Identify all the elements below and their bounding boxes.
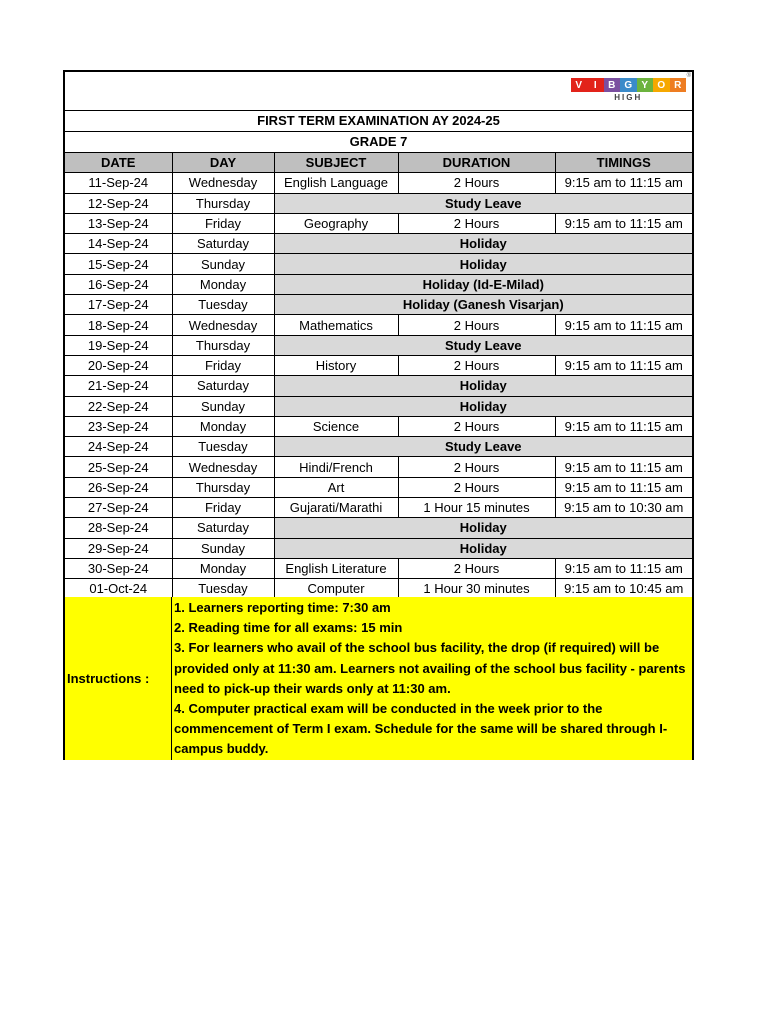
school-logo [571, 73, 691, 102]
header-day: DAY [172, 153, 274, 173]
cell-day: Friday [172, 498, 274, 518]
cell-date: 24-Sep-24 [65, 437, 172, 457]
cell-duration: 1 Hour 30 minutes [398, 579, 555, 599]
cell-date: 16-Sep-24 [65, 274, 172, 294]
cell-day: Sunday [172, 538, 274, 558]
table-row [65, 538, 692, 558]
cell-subject: Computer [274, 579, 398, 599]
table-row [65, 437, 692, 457]
instructions-label: Instructions : [65, 597, 172, 760]
cell-duration: 2 Hours [398, 315, 555, 335]
cell-timing: 9:15 am to 11:15 am [555, 315, 692, 335]
cell-day: Monday [172, 558, 274, 578]
table-row [65, 518, 692, 538]
cell-duration: 2 Hours [398, 558, 555, 578]
cell-subject: Art [274, 477, 398, 497]
cell-duration: 2 Hours [398, 355, 555, 375]
cell-note: Holiday [274, 376, 692, 396]
cell-note: Study Leave [274, 335, 692, 355]
cell-subject: Gujarati/Marathi [274, 498, 398, 518]
table-header-row [65, 153, 692, 173]
cell-timing: 9:15 am to 11:15 am [555, 416, 692, 436]
grade-title: GRADE 7 [65, 132, 692, 153]
instructions-block [63, 597, 694, 760]
cell-date: 17-Sep-24 [65, 295, 172, 315]
table-row [65, 335, 692, 355]
table-row [65, 193, 692, 213]
cell-date: 18-Sep-24 [65, 315, 172, 335]
cell-day: Tuesday [172, 437, 274, 457]
cell-subject: Mathematics [274, 315, 398, 335]
cell-subject: English Literature [274, 558, 398, 578]
cell-subject: History [274, 355, 398, 375]
logo-letter: V [571, 78, 588, 92]
cell-timing: 9:15 am to 10:45 am [555, 579, 692, 599]
header-date: DATE [65, 153, 172, 173]
schedule-body [65, 173, 692, 599]
cell-date: 21-Sep-24 [65, 376, 172, 396]
cell-subject: English Language [274, 173, 398, 193]
cell-date: 25-Sep-24 [65, 457, 172, 477]
exam-title: FIRST TERM EXAMINATION AY 2024-25 [65, 111, 692, 132]
table-row [65, 274, 692, 294]
cell-duration: 2 Hours [398, 457, 555, 477]
instruction-item: 2. Reading time for all exams: 15 min [174, 620, 403, 636]
cell-note: Holiday (Ganesh Visarjan) [274, 295, 692, 315]
cell-timing: 9:15 am to 11:15 am [555, 477, 692, 497]
cell-date: 27-Sep-24 [65, 498, 172, 518]
logo-letter: O [653, 78, 670, 92]
cell-subject: Hindi/French [274, 457, 398, 477]
instruction-item: 4. Computer practical exam will be conducted in the week prior to the commencement of Term I exam. Schedule for the same will be shared through I-campus buddy. [174, 701, 668, 757]
cell-subject: Science [274, 416, 398, 436]
cell-day: Thursday [172, 477, 274, 497]
logo-letters [571, 78, 687, 92]
cell-note: Study Leave [274, 193, 692, 213]
cell-date: 23-Sep-24 [65, 416, 172, 436]
logo-registered-mark: ® [686, 73, 691, 79]
cell-note: Holiday (Id-E-Milad) [274, 274, 692, 294]
cell-day: Monday [172, 274, 274, 294]
table-row [65, 376, 692, 396]
cell-day: Sunday [172, 254, 274, 274]
cell-duration: 1 Hour 15 minutes [398, 498, 555, 518]
cell-day: Wednesday [172, 315, 274, 335]
table-row [65, 416, 692, 436]
cell-day: Wednesday [172, 173, 274, 193]
instructions-body [172, 597, 692, 760]
cell-day: Sunday [172, 396, 274, 416]
header-subject: SUBJECT [274, 153, 398, 173]
logo-letter: R [670, 78, 687, 92]
cell-day: Friday [172, 213, 274, 233]
cell-date: 29-Sep-24 [65, 538, 172, 558]
cell-date: 15-Sep-24 [65, 254, 172, 274]
cell-date: 19-Sep-24 [65, 335, 172, 355]
cell-day: Monday [172, 416, 274, 436]
cell-day: Friday [172, 355, 274, 375]
cell-note: Study Leave [274, 437, 692, 457]
cell-date: 20-Sep-24 [65, 355, 172, 375]
cell-timing: 9:15 am to 10:30 am [555, 498, 692, 518]
exam-schedule-sheet [63, 70, 694, 600]
logo-letter: I [587, 78, 604, 92]
table-row [65, 254, 692, 274]
instruction-item: 3. For learners who avail of the school bus facility, the drop (if required) will be provided only at 11:30 am. Learners not availing of the school bus facility - parents need to pick-up their wards only at 11:30 am. [174, 640, 686, 696]
cell-day: Thursday [172, 335, 274, 355]
cell-day: Wednesday [172, 457, 274, 477]
cell-timing: 9:15 am to 11:15 am [555, 558, 692, 578]
cell-date: 14-Sep-24 [65, 234, 172, 254]
cell-day: Saturday [172, 234, 274, 254]
cell-note: Holiday [274, 518, 692, 538]
cell-date: 30-Sep-24 [65, 558, 172, 578]
table-row [65, 498, 692, 518]
logo-letter: B [604, 78, 621, 92]
instruction-item: 1. Learners reporting time: 7:30 am [174, 600, 391, 615]
table-row [65, 396, 692, 416]
logo-letter: G [620, 78, 637, 92]
cell-date: 13-Sep-24 [65, 213, 172, 233]
cell-day: Tuesday [172, 579, 274, 599]
cell-timing: 9:15 am to 11:15 am [555, 355, 692, 375]
cell-duration: 2 Hours [398, 477, 555, 497]
cell-note: Holiday [274, 396, 692, 416]
schedule-table [65, 153, 692, 600]
table-row [65, 173, 692, 193]
table-row [65, 355, 692, 375]
cell-note: Holiday [274, 254, 692, 274]
cell-date: 26-Sep-24 [65, 477, 172, 497]
cell-day: Saturday [172, 376, 274, 396]
cell-duration: 2 Hours [398, 173, 555, 193]
table-row [65, 457, 692, 477]
table-row [65, 477, 692, 497]
cell-note: Holiday [274, 234, 692, 254]
cell-day: Tuesday [172, 295, 274, 315]
cell-date: 01-Oct-24 [65, 579, 172, 599]
cell-timing: 9:15 am to 11:15 am [555, 457, 692, 477]
table-row [65, 213, 692, 233]
cell-date: 28-Sep-24 [65, 518, 172, 538]
table-row [65, 234, 692, 254]
logo-row [65, 72, 692, 111]
cell-timing: 9:15 am to 11:15 am [555, 173, 692, 193]
header-timings: TIMINGS [555, 153, 692, 173]
cell-duration: 2 Hours [398, 213, 555, 233]
logo-subtitle: HIGH [614, 93, 643, 102]
header-duration: DURATION [398, 153, 555, 173]
cell-date: 22-Sep-24 [65, 396, 172, 416]
table-row [65, 315, 692, 335]
cell-date: 11-Sep-24 [65, 173, 172, 193]
cell-timing: 9:15 am to 11:15 am [555, 213, 692, 233]
cell-duration: 2 Hours [398, 416, 555, 436]
cell-day: Thursday [172, 193, 274, 213]
logo-letter: Y [637, 78, 654, 92]
table-row [65, 295, 692, 315]
table-row [65, 558, 692, 578]
cell-date: 12-Sep-24 [65, 193, 172, 213]
cell-subject: Geography [274, 213, 398, 233]
table-row [65, 579, 692, 599]
cell-day: Saturday [172, 518, 274, 538]
cell-note: Holiday [274, 538, 692, 558]
